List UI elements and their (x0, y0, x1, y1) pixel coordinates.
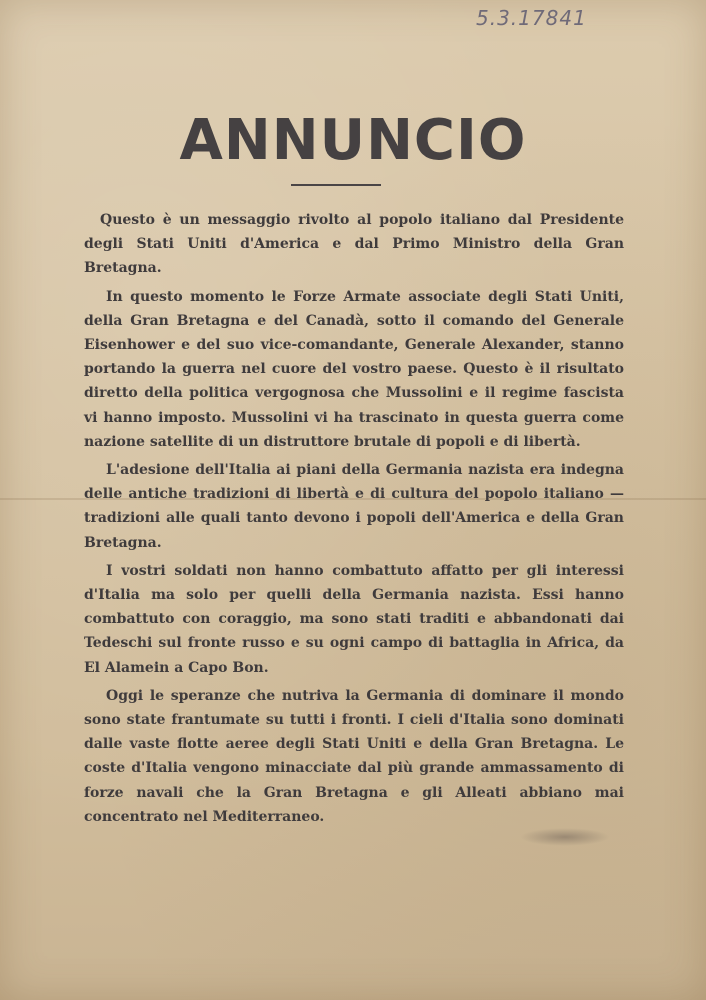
paragraph: I vostri soldati non hanno combattuto affatto per gli interessi d'Italia ma solo per quelli della Germania nazista. Essi hanno combattuto con coraggio, ma sono stati traditi e abbandonati dai Tedeschi sul fronte russo e su ogni campo di battaglia in Africa, da El Alamein a Capo Bon. (84, 562, 624, 676)
paragraph: In questo momento le Forze Armate associate degli Stati Uniti, della Gran Bretagna e del Canadà, sotto il comando del Generale Eisenhower e del suo vice-comandante, Generale Alexander, stanno portando la guerra nel cuore del vostro paese. Questo è il risultato diretto della politica vergognosa che Mussolini e il regime fascista vi hanno imposto. Mussolini vi ha trascinato in questa guerra come nazione satellite di un distruttore brutale di popoli e di libertà. (84, 288, 624, 450)
paragraph: Questo è un messaggio rivolto al popolo italiano dal Presidente degli Stati Uniti d'America e dal Primo Ministro della Gran Bretagna. (84, 212, 624, 277)
archive-mark: 5.3.17841 (476, 6, 587, 30)
paragraph: L'adesione dell'Italia ai piani della Germania nazista era indegna delle antiche tradizioni di libertà e di cultura del popolo italiano — tradizioni alle quali tanto devono i popoli dell'America e della Gran Bretagna. (84, 462, 624, 551)
title-underline (291, 184, 381, 186)
page-title: ANNUNCIO (179, 108, 527, 173)
ink-smudge (520, 828, 610, 846)
paragraph: Oggi le speranze che nutriva la Germania di dominare il mondo sono state frantumate su tutti i fronti. I cieli d'Italia sono dominati dalle vaste flotte aeree degli Stati Uniti e della Gran Bretagna. Le coste d'Italia vengono minacciate dal più grande ammassamento di forze navali che la Gran Bretagna e gli Alleati abbiano mai concentrato nel Mediterraneo. (84, 687, 624, 825)
document-body (84, 208, 624, 833)
